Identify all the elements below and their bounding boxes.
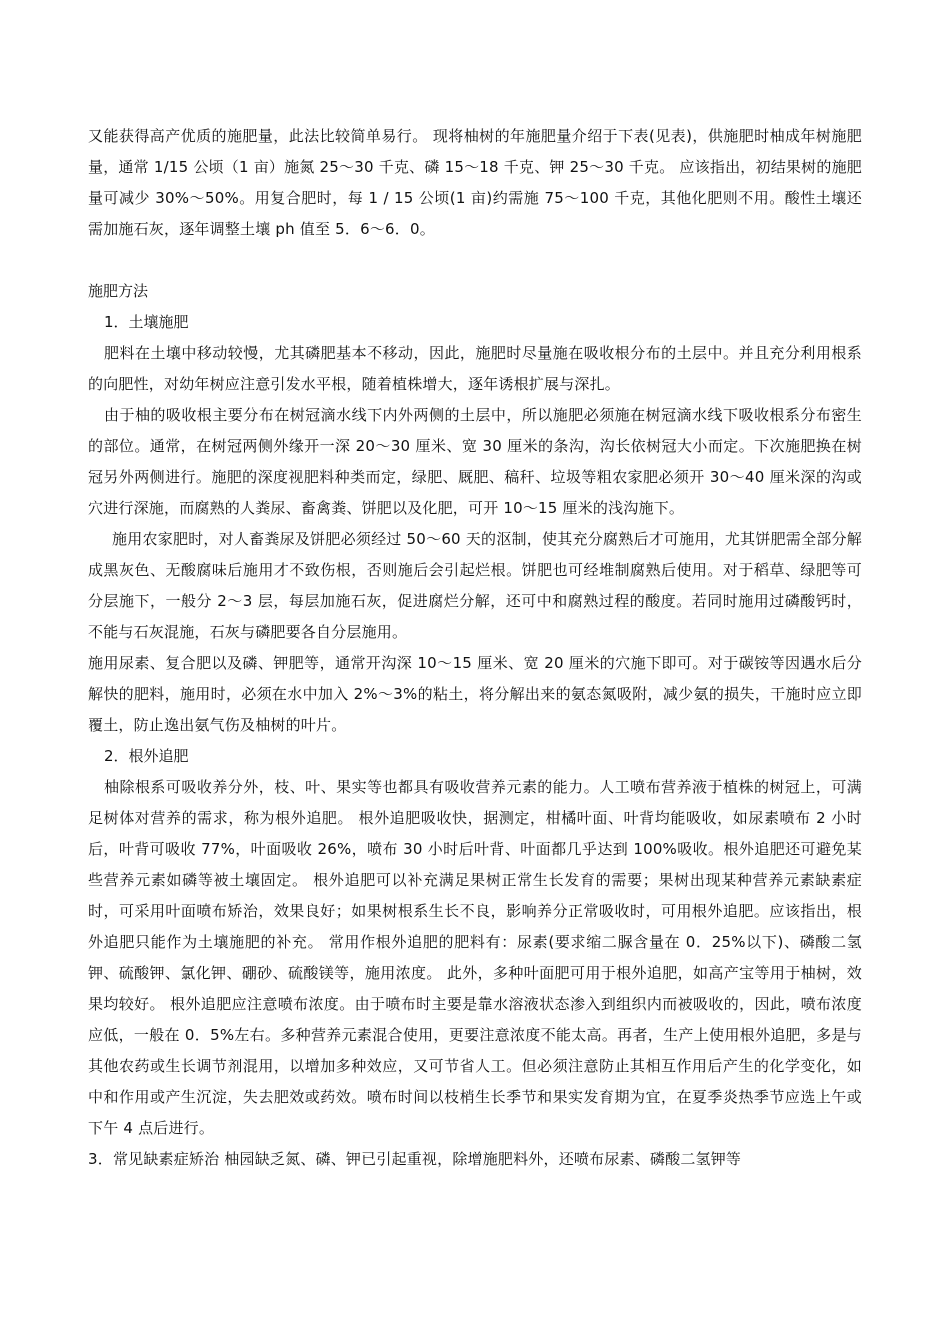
document-body xyxy=(88,121,862,1175)
subsection-heading-soil-fertilization: 1．土壤施肥 xyxy=(104,313,189,331)
soil-fertilization-paragraph-4: 施用尿素、复合肥以及磷、钾肥等，通常开沟深 10～15 厘米、宽 20 厘米的穴施下即可。对于碳铵等因遇水后分解快的肥料，施用时，必须在水中加入 2%～3%的粘土，将分解出来的氨态氮吸附，减少氨的损失，干施时应立即覆土，防止逸出氨气伤及柚树的叶片。 xyxy=(88,654,862,734)
section-heading-fertilization-method: 施肥方法 xyxy=(88,282,149,300)
deficiency-correction-paragraph: 3．常见缺素症矫治 柚园缺乏氮、磷、钾已引起重视，除增施肥料外，还喷布尿素、磷酸二氢钾等 xyxy=(88,1150,742,1168)
soil-fertilization-paragraph-3: 施用农家肥时，对人畜粪尿及饼肥必须经过 50～60 天的沤制，使其充分腐熟后才可施用，尤其饼肥需全部分解成黑灰色、无酸腐味后施用才不致伤根，否则施后会引起烂根。饼肥也可经堆制腐熟后使用。对于稻草、绿肥等可分层施下，一般分 2～3 层，每层加施石灰，促进腐烂分解，还可中和腐熟过程的酸度。若同时施用过磷酸钙时，不能与石灰混施，石灰与磷肥要各自分层施用。 xyxy=(88,530,862,641)
soil-fertilization-paragraph-1: 肥料在土壤中移动较慢，尤其磷肥基本不移动，因此，施肥时尽量施在吸收根分布的土层中。并且充分利用根系的向肥性，对幼年树应注意引发水平根，随着植株增大，逐年诱根扩展与深扎。 xyxy=(88,344,862,393)
subsection-heading-foliar-fertilization: 2．根外追肥 xyxy=(104,747,189,765)
foliar-fertilization-paragraph: 柚除根系可吸收养分外，枝、叶、果实等也都具有吸收营养元素的能力。人工喷布营养液于植株的树冠上，可满足树体对营养的需求，称为根外追肥。 根外追肥吸收快，据测定，柑橘叶面、叶背均能吸收，如尿素喷布 2 小时后，叶背可吸收 77%，叶面吸收 26%，喷布 30 小时后叶背、叶面都几乎达到 100%吸收。根外追肥还可避免某些营养元素如磷等被土壤固定。 根外追肥可以补充满足果树正常生长发育的需要；果树出现某种营养元素缺素症时，可采用叶面喷布矫治，效果良好；如果树根系生长不良，影响养分正常吸收时，可用根外追肥。应该指出，根外追肥只能作为土壤施肥的补充。 常用作根外追肥的肥料有：尿素(要求缩二脲含量在 0．25%以下)、磷酸二氢钾、硫酸钾、氯化钾、硼砂、硫酸镁等，施用浓度。 此外，多种叶面肥可用于根外追肥，如高产宝等用于柚树，效果均较好。 根外追肥应注意喷布浓度。由于喷布时主要是靠水溶液状态渗入到组织内而被吸收的，因此，喷布浓度应低，一般在 0．5%左右。多种营养元素混合使用，更要注意浓度不能太高。再者，生产上使用根外追肥，多是与其他农药或生长调节剂混用，以增加多种效应，又可节省人工。但必须注意防止其相互作用后产生的化学变化，如中和作用或产生沉淀，失去肥效或药效。喷布时间以枝梢生长季节和果实发育期为宜，在夏季炎热季节应选上午或下午 4 点后进行。 xyxy=(88,778,862,1137)
soil-fertilization-paragraph-2: 由于柚的吸收根主要分布在树冠滴水线下内外两侧的土层中，所以施肥必须施在树冠滴水线下吸收根系分布密生的部位。通常，在树冠两侧外缘开一深 20～30 厘米、宽 30 厘米的条沟，沟长依树冠大小而定。下次施肥换在树冠另外两侧进行。施肥的深度视肥料种类而定，绿肥、厩肥、稿秆、垃圾等粗农家肥必须开 30～40 厘米深的沟或穴进行深施，而腐熟的人粪尿、畜禽粪、饼肥以及化肥，可开 10～15 厘米的浅沟施下。 xyxy=(88,406,862,517)
intro-paragraph: 又能获得高产优质的施肥量，此法比较简单易行。 现将柚树的年施肥量介绍于下表(见表)，供施肥时柚成年树施肥量，通常 1/15 公顷（1 亩）施氮 25～30 千克、磷 15～18 千克、钾 25～30 千克。 应该指出，初结果树的施肥量可减少 30%～50%。用复合肥时，每 1 / 15 公顷(1 亩)约需施 75～100 千克，其他化肥则不用。酸性土壤还需加施石灰，逐年调整土壤 ph 值至 5．6～6．0。 xyxy=(88,127,862,238)
blank-line xyxy=(88,245,862,276)
